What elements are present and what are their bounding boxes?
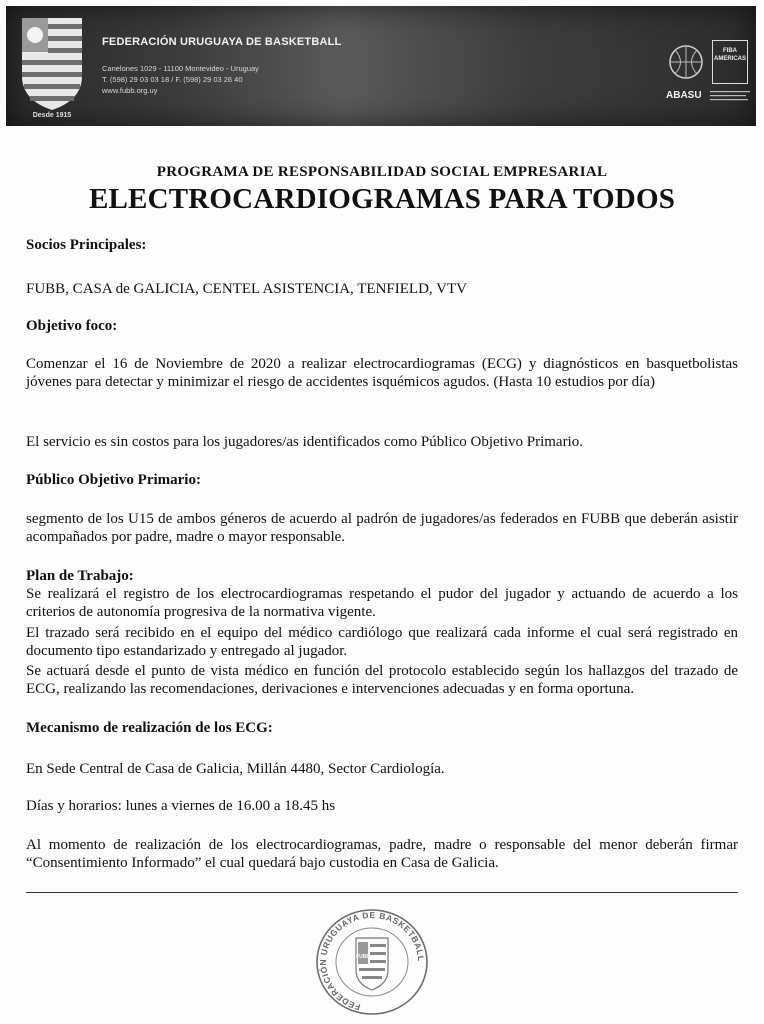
service-text: El servicio es sin costos para los jugadores/as identificados como Público Objetivo Primario. <box>26 434 583 450</box>
letterhead-banner <box>6 6 756 126</box>
americas-logo-text: AMERICAS <box>713 56 746 62</box>
svg-text:FEDERACIÓN URUGUAYA DE BASKETB: FEDERACIÓN URUGUAYA DE BASKETBALL <box>318 909 427 1013</box>
basketball-globe-icon <box>666 40 706 84</box>
abasu-logo: ABASU <box>666 90 702 101</box>
partners-heading: Socios Principales: <box>26 237 147 253</box>
partners-text: FUBB, CASA de GALICIA, CENTEL ASISTENCIA, TENFIELD, VTV <box>26 281 467 297</box>
plan-paragraph-1: Se realizará el registro de los electrocardiogramas respetando el pudor del jugador y actuando de acuerdo a los criterios de autonomía progresiva de la normativa vigente. <box>26 586 738 620</box>
objective-heading: Objetivo foco: <box>26 318 118 334</box>
plan-paragraph-3: Se actuará desde el punto de vista médico en función del protocolo establecido según los hallazgos del trazado de ECG, realizando las recomendaciones, derivaciones e intervenciones adecuadas y en forma oportuna. <box>26 663 738 697</box>
abasu-subtitle-mark <box>710 90 754 102</box>
fiba-americas-logo <box>712 40 748 84</box>
fiba-logo-text: FIBA <box>723 48 737 54</box>
fubb-shield-logo <box>18 14 86 112</box>
footer-divider <box>26 892 738 893</box>
federation-name: FEDERACIÓN URUGUAYA DE BASKETBALL <box>102 36 342 48</box>
program-title: PROGRAMA DE RESPONSABILIDAD SOCIAL EMPRESARIAL <box>156 164 608 180</box>
objective-text: Comenzar el 16 de Noviembre de 2020 a realizar electrocardiogramas (ECG) y diagnósticos en basquetbolistas jóvenes para detectar y minimizar el riesgo de accidentes isquémicos agudos. (Hasta 10 estudios por día) <box>26 356 738 390</box>
federation-website: www.fubb.org.uy <box>102 86 158 95</box>
federation-seal-stamp <box>314 908 430 1016</box>
audience-text: segmento de los U15 de ambos géneros de acuerdo al padrón de jugadores/as federados en FUBB que deberán asistir acompañados por padre, madre o mayor responsable. <box>26 511 738 545</box>
mechanism-heading: Mecanismo de realización de los ECG: <box>26 720 273 736</box>
svg-text:FUBB: FUBB <box>356 954 370 960</box>
federation-phone: T. (598) 29 03 03 18 / F. (598) 29 03 26 40 <box>102 75 243 84</box>
audience-heading: Público Objetivo Primario: <box>26 472 201 488</box>
consent-text: Al momento de realización de los electrocardiogramas, padre, madre o responsable del menor deberán firmar “Consentimiento Informado” el cual quedará bajo custodia en Casa de Galicia. <box>26 837 738 871</box>
main-title: ELECTROCARDIOGRAMAS PARA TODOS <box>88 183 676 215</box>
schedule-text: Días y horarios: lunes a viernes de 16.00 a 18.45 hs <box>26 798 336 814</box>
plan-paragraph-2: El trazado será recibido en el equipo del médico cardiólogo que realizará cada informe el cual será registrado en documento tipo estandarizado y entregado al jugador. <box>26 625 738 659</box>
federation-address: Canelones 1029 - 11100 Montevideo - Uruguay <box>102 64 259 73</box>
since-label: Desde 1915 <box>32 112 72 119</box>
plan-heading: Plan de Trabajo: <box>26 568 134 584</box>
location-text: En Sede Central de Casa de Galicia, Millán 4480, Sector Cardiología. <box>26 761 445 777</box>
